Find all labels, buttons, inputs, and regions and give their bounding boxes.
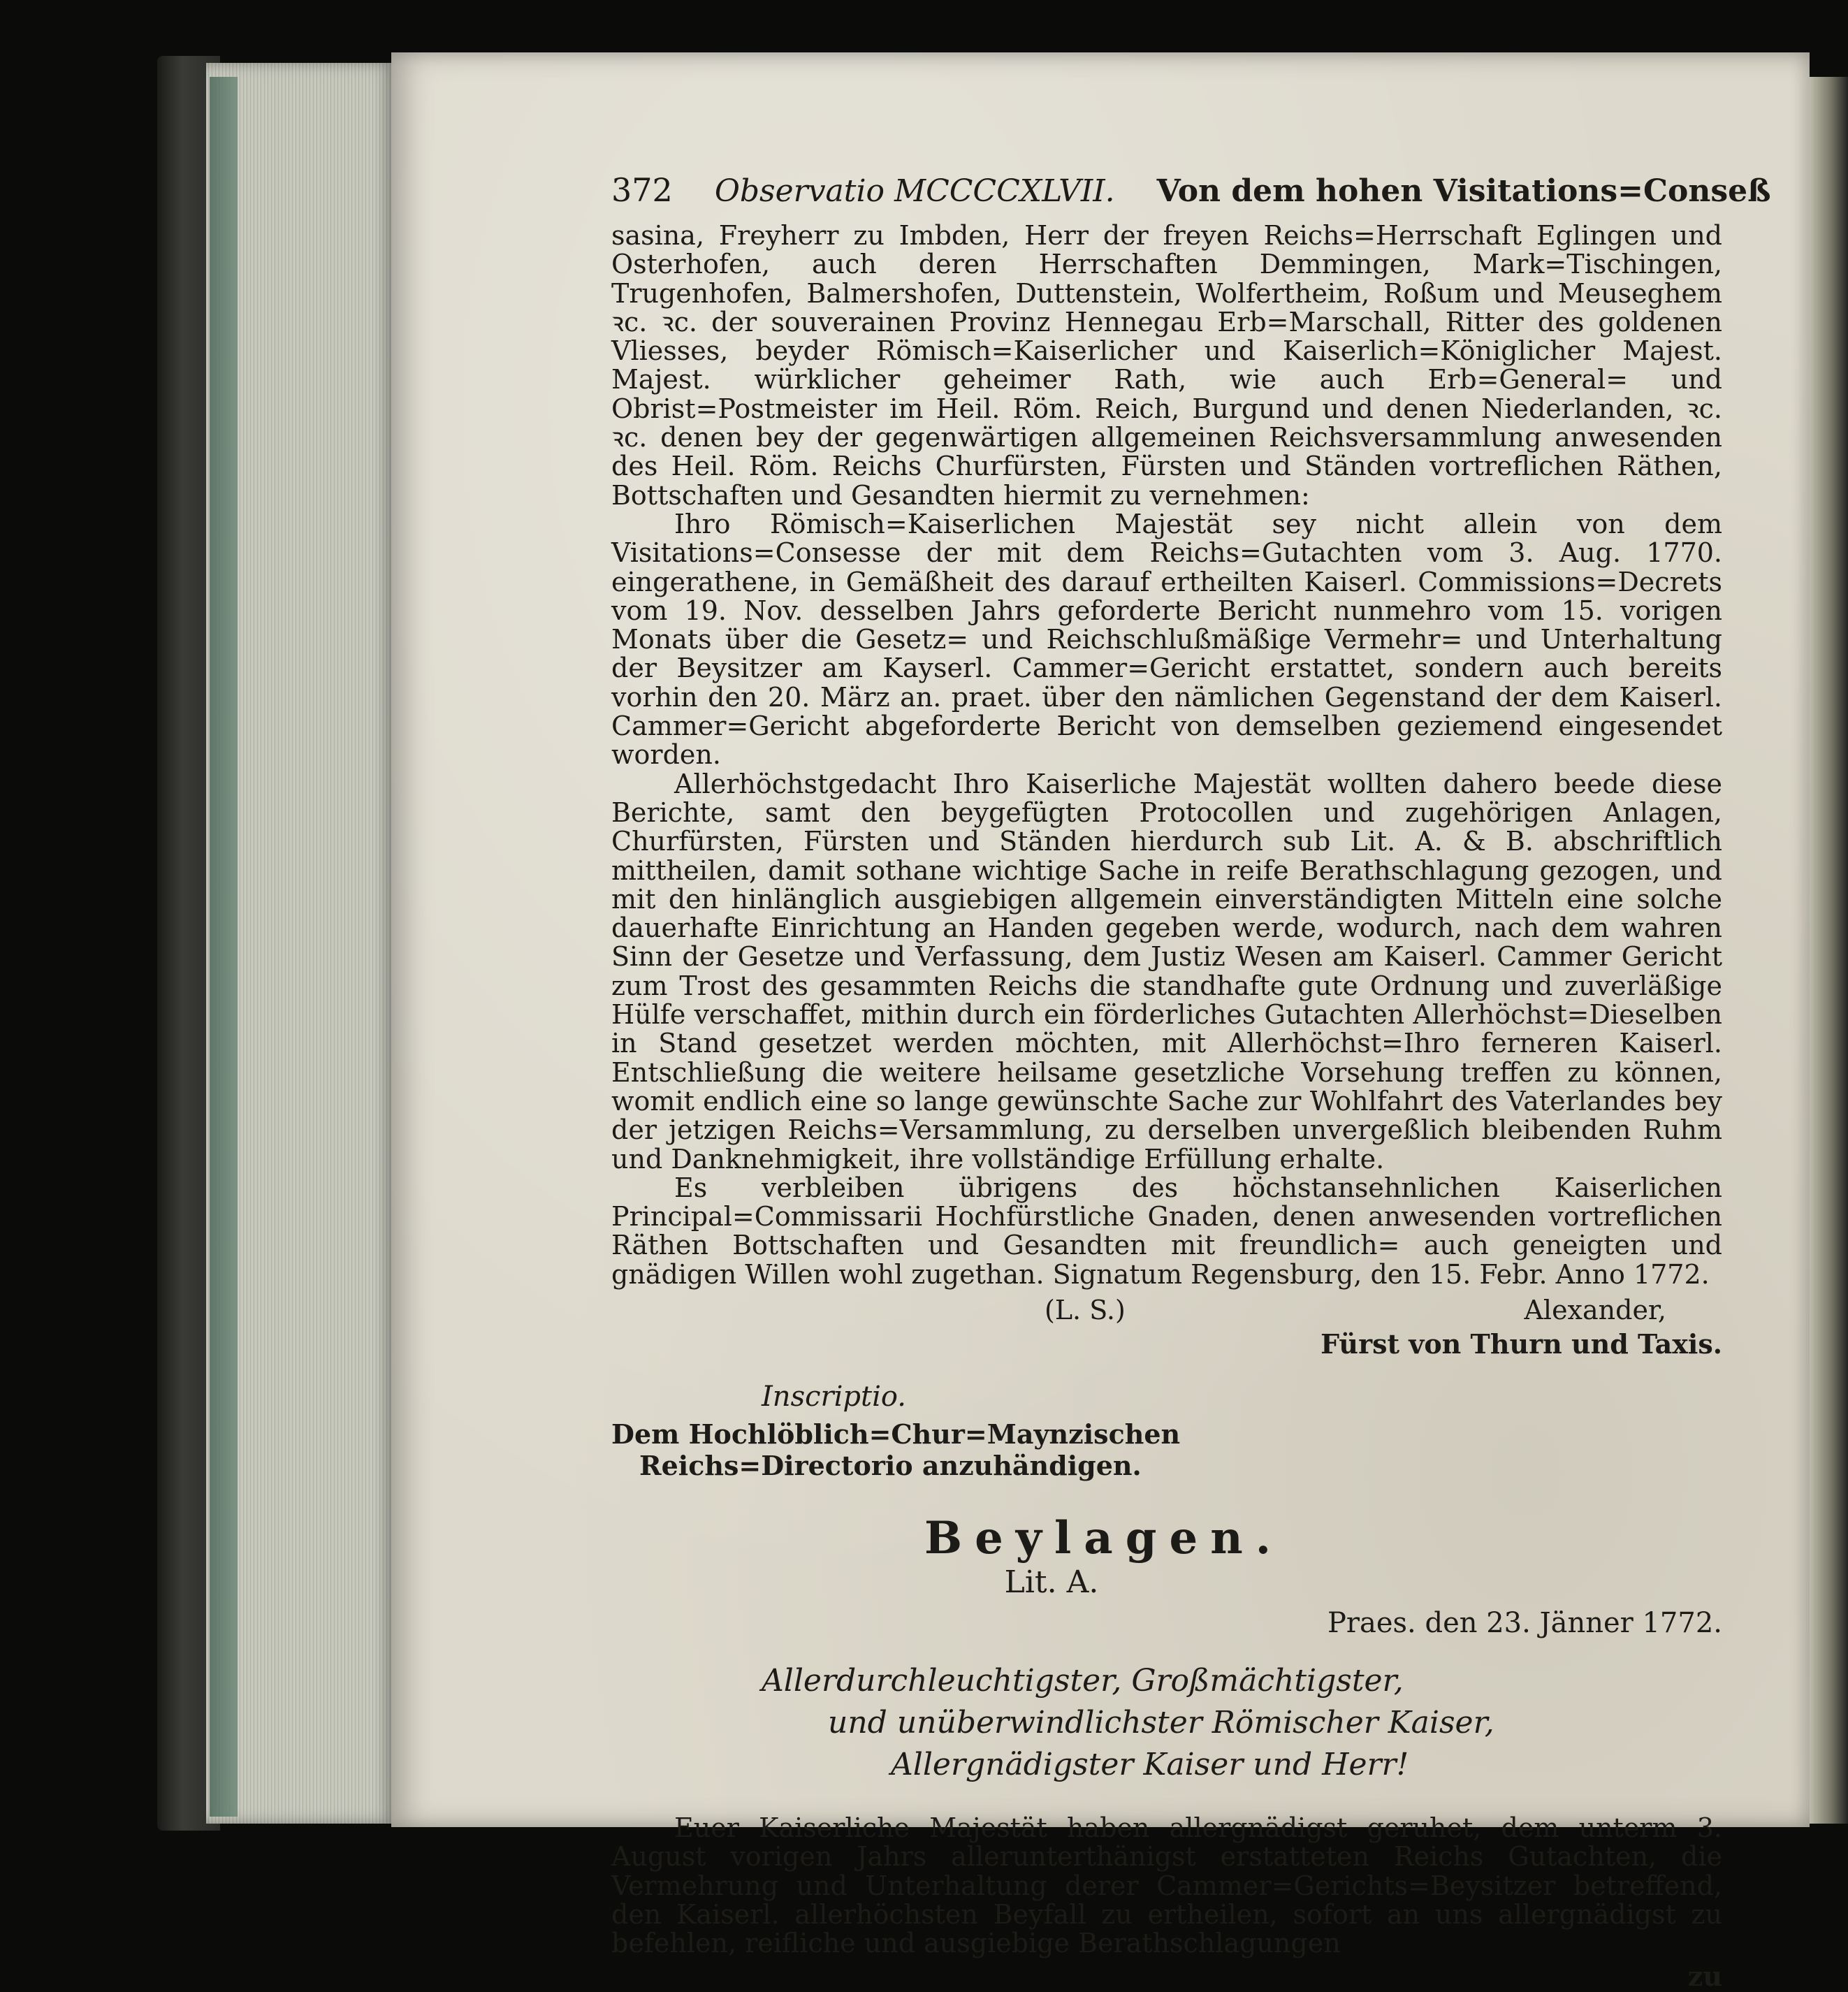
salutation-line: Allerdurchleuchtigster, Großmächtigster, (762, 1662, 1404, 1699)
signature-row (611, 1295, 1722, 1325)
inscription-line: Dem Hochlöblich=Chur=Maynzischen (611, 1418, 1181, 1450)
inscription-label: Inscriptio. (762, 1380, 906, 1413)
salutation-line: Allergnädigster Kaiser und Herr! (891, 1746, 1409, 1782)
annex-lit: Lit. A. (1004, 1564, 1099, 1600)
paragraph: Allerhöchstgedacht Ihro Kaiserliche Majestät wollten dahero beede diese Berichte, samt den beygefügten Protocollen und zugehörigen Anlagen, Churfürsten, Fürsten und Ständen hierdurch sub Lit. A. & B. abschriftlich mittheilen, damit sothane wichtige Sache in reife Berathschlagung gezogen, und mit den hinlänglich ausgiebigen allgemein einverständigten Mitteln eine solche dauerhafte Einrichtung an Handen gegeben werde, wodurch, nach dem wahren Sinn der Gesetze und Verfassung, dem Justiz Wesen am Kaiserl. Cammer Gericht zum Trost des gesammten Reichs die standhafte gute Ordnung und zuverläßige Hülfe verschaffet, mithin durch ein förderliches Gutachten Allerhöchst=Dieselben in Stand gesetzet werden möchten, mit Allerhöchst=Ihro ferneren Kaiserl. Entschließung die weitere heilsame gesetzliche Vorsehung treffen zu können, womit endlich eine so lange gewünschte Sache zur Wohlfahrt des Vaterlandes bey der jetzigen Reichs=Versammlung, zu derselben unvergeßlich bleibenden Ruhm und Danknehmigkeit, ihre vollständige Erfüllung erhalte. (611, 768, 1722, 1175)
signatory-name: Alexander, (1524, 1294, 1666, 1325)
salutation-line: und unüberwindlichster Römischer Kaiser, (828, 1704, 1494, 1740)
salutation (611, 1660, 1722, 1786)
body-text (611, 221, 1722, 1289)
signatory-title: Fürst von Thurn und Taxis. (1320, 1328, 1722, 1360)
paragraph: sasina, Freyherr zu Imbden, Herr der freyen Reichs=Herrschaft Eglingen und Osterhofen, auch deren Herrschaften Demmingen, Mark=Tischingen, Trugenhofen, Balmershofen, Duttenstein, Wolfertheim, Roßum und Meuseghem ꝛc. ꝛc. der souverainen Provinz Hennegau Erb=Marschall, Ritter des goldenen Vliesses, beyder Römisch=Kaiserlicher und Kaiserlich=Königlicher Majest. Majest. würklicher geheimer Rath, wie auch Erb=General= und Obrist=Postmeister im Heil. Röm. Reich, Burgund und denen Niederlanden, ꝛc. ꝛc. denen bey der gegenwärtigen allgemeinen Reichsversammlung anwesenden des Heil. Röm. Reichs Churfürsten, Fürsten und Ständen vortreflichen Räthen, Bottschaften und Gesandten hiermit zu vernehmen: (611, 220, 1722, 511)
paragraph: Es verbleiben übrigens des höchstansehnlichen Kaiserlichen Principal=Commissarii Hochfürstliche Gnaden, denen anwesenden vortreflichen Räthen Bottschaften und Gesandten mit freundlich= auch geneigten und gnädigen Willen wohl zugethan. Signatum Regensburg, den 15. Febr. Anno 1772. (611, 1172, 1722, 1290)
page-number: 372 (611, 171, 673, 209)
book-page (391, 52, 1810, 1992)
page-header (611, 171, 1771, 209)
paragraph: Ihro Römisch=Kaiserlichen Majestät sey nicht allein von dem Visitations=Consesse der mit dem Reichs=Gutachten vom 3. Aug. 1770. eingerathene, in Gemäßheit des darauf ertheilten Kaiserl. Commissions=Decrets vom 19. Nov. desselben Jahrs geforderte Bericht nunmehro vom 15. vorigen Monats über die Gesetz= und Reichschlußmäßige Vermehr= und Unterhaltung der Beysitzer am Kayserl. Cammer=Gericht erstattet, sondern auch bereits vorhin den 20. März an. praet. über den nämlichen Gegenstand der dem Kaiserl. Cammer=Gericht abgeforderte Bericht von demselben geziemend eingesendet worden. (611, 508, 1722, 771)
observation-number: Observatio MCCCCXLVII. (714, 173, 1115, 209)
seal-mark: (L. S.) (1045, 1294, 1126, 1325)
paragraph: Euer Kaiserliche Majestät haben allergnädigst geruhet, dem unterm 3. August vorigen Jahrs allerunterthänigst erstatteten Reichs Gutachten, die Vermehrung und Unterhaltung derer Cammer=Gerichts=Beysitzer betreffend, den Kaiserl. allerhöchsten Beyfall zu ertheilen, sofort an uns allergnädigst zu befehlen, reifliche und ausgiebige Berathschlagungen (611, 1812, 1722, 1959)
facing-page-edge (1806, 77, 1848, 1824)
annex-praes: Praes. den 23. Jänner 1772. (1327, 1606, 1722, 1639)
inscription-line: Reichs=Directorio anzuhändigen. (639, 1449, 1142, 1481)
annex-heading: Beylagen. (924, 1511, 1284, 1564)
page-content (611, 171, 1771, 1992)
running-title: Von dem hohen Visitations=Conseß (1156, 173, 1771, 209)
inscription (611, 1381, 1722, 1481)
letter-text (611, 1814, 1722, 1958)
page-edge-stain (210, 77, 238, 1817)
catchword: zu (1687, 1961, 1722, 1992)
